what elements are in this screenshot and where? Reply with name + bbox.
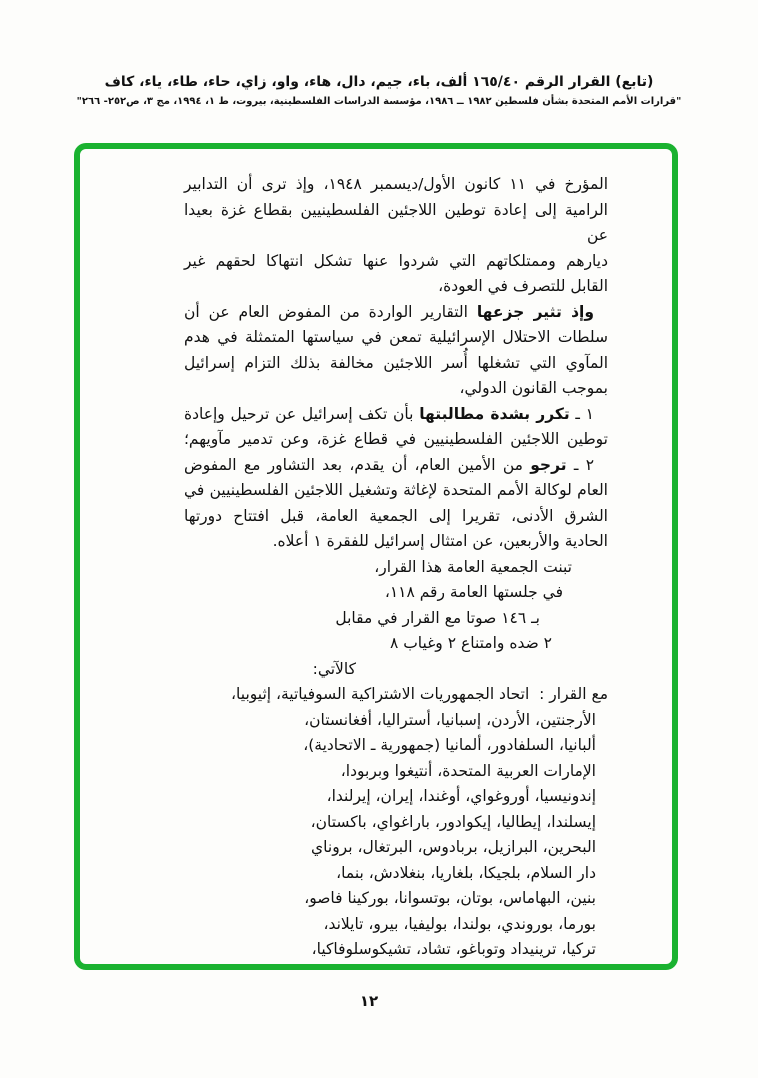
text-segment: توطين اللاجئين الفلسطينيين في قطاع غزة، وعن تدمير مآويهم؛ bbox=[184, 430, 608, 448]
text-line bbox=[184, 606, 540, 632]
text-line bbox=[184, 376, 608, 402]
text-segment: الرامية إلى إعادة توطين اللاجئين الفلسطينيين بقطاع غزة بعيدا عن bbox=[184, 200, 608, 244]
text-line bbox=[184, 478, 608, 504]
source-citation: "قرارات الأمم المتحدة بشأن فلسطين ١٩٨٢ ــ ١٩٨٦، مؤسسة الدراسات الفلسطينية، بيروت، ط ١، ١٩٩٤، مج ٣، ص٢٥٢- ٢٦٦" bbox=[76, 96, 682, 107]
text-line bbox=[184, 759, 596, 785]
text-segment: بورما، بوروندي، بولندا، بوليفيا، بيرو، تايلاند، bbox=[323, 914, 596, 933]
text-line bbox=[184, 427, 608, 453]
text-segment: في جلستها العامة رقم ١١٨، bbox=[384, 583, 563, 601]
document-header bbox=[0, 0, 758, 107]
text-segment: كالآتي: bbox=[312, 659, 356, 678]
text-line bbox=[184, 555, 572, 581]
text-line bbox=[184, 580, 563, 606]
text-segment: الإمارات العربية المتحدة، أنتيغوا وبربودا، bbox=[340, 761, 596, 780]
text-segment: سلطات الاحتلال الإسرائيلية تمعن في سياستها المتمثلة في هدم bbox=[184, 328, 608, 346]
text-line bbox=[184, 351, 608, 377]
text-line bbox=[184, 912, 596, 938]
text-line bbox=[184, 249, 608, 275]
text-line bbox=[184, 453, 594, 479]
text-segment: تبنت الجمعية العامة هذا القرار، bbox=[374, 557, 572, 576]
bold-text-segment: ترجو bbox=[530, 455, 567, 474]
text-segment: ٢ ضده وامتناع ٢ وغياب ٨ bbox=[389, 634, 552, 652]
text-line bbox=[184, 810, 596, 836]
text-segment: تركيا، ترينيداد وتوباغو، تشاد، تشيكوسلوفاكيا، bbox=[311, 940, 596, 958]
text-line bbox=[184, 172, 608, 198]
text-line bbox=[184, 402, 594, 428]
text-line bbox=[184, 631, 552, 657]
text-line bbox=[184, 937, 596, 963]
text-segment: بـ ١٤٦ صوتا مع القرار في مقابل bbox=[335, 608, 540, 627]
text-segment: بأن تكف إسرائيل عن ترحيل وإعادة bbox=[184, 404, 420, 423]
text-segment: بنين، البهاماس، بوتان، بوتسوانا، بوركينا فاصو، bbox=[304, 889, 596, 907]
text-line bbox=[184, 325, 608, 351]
text-line bbox=[184, 657, 356, 683]
text-segment: من الأمين العام، أن يقدم، بعد التشاور مع المفوض bbox=[184, 455, 531, 474]
text-segment: التقارير الواردة من المفوض العام عن أن bbox=[184, 302, 477, 321]
text-segment: مع القرار : اتحاد الجمهوريات الاشتراكية السوفياتية، إثيوبيا، bbox=[231, 685, 608, 703]
text-segment: الحادية والأربعين، عن امتثال إسرائيل للفقرة ١ أعلاه. bbox=[272, 532, 608, 550]
text-line bbox=[184, 784, 596, 810]
text-line bbox=[184, 529, 608, 555]
text-line bbox=[184, 708, 596, 734]
text-segment: البحرين، البرازيل، بربادوس، البرتغال، بروناي bbox=[311, 838, 596, 856]
text-segment: إندونيسيا، أوروغواي، أوغندا، إيران، إيرلندا، bbox=[326, 787, 596, 805]
text-line bbox=[184, 682, 608, 708]
text-line bbox=[184, 886, 596, 912]
text-line bbox=[184, 198, 608, 249]
text-segment: المآوي التي تشغلها أُسر اللاجئين مخالفة بذلك التزام إسرائيل bbox=[184, 353, 608, 372]
resolution-body-text bbox=[184, 172, 608, 963]
text-segment: الشرق الأدنى، تقريرا إلى الجمعية العامة، قبل افتتاح دورتها bbox=[184, 506, 608, 525]
text-segment: القابل للتصرف في العودة، bbox=[438, 277, 608, 295]
text-line bbox=[184, 733, 596, 759]
text-segment: الأرجنتين، الأردن، إسبانيا، أستراليا، أفغانستان، bbox=[304, 710, 596, 729]
text-segment: إيسلندا، إيطاليا، إيكوادور، باراغواي، باكستان، bbox=[310, 812, 596, 831]
text-line bbox=[184, 504, 608, 530]
text-segment: ٢ ـ bbox=[566, 455, 595, 474]
text-segment: دار السلام، بلجيكا، بلغاريا، بنغلادش، بنما، bbox=[336, 863, 596, 882]
text-segment: بموجب القانون الدولي، bbox=[459, 379, 608, 397]
text-segment: المؤرخ في ١١ كانون الأول/ديسمبر ١٩٤٨، وإذ ترى أن التدابير bbox=[184, 175, 609, 193]
text-segment: العام لوكالة الأمم المتحدة لإغاثة وتشغيل اللاجئين الفلسطينيين في bbox=[184, 481, 608, 499]
text-line bbox=[184, 835, 596, 861]
text-segment: ١ ـ bbox=[569, 404, 594, 423]
text-segment: ديارهم وممتلكاتهم التي شردوا عنها تشكل انتهاكا لحقهم غير bbox=[184, 251, 608, 270]
text-line bbox=[184, 861, 596, 887]
text-segment: ألبانيا، السلفادور، ألمانيا (جمهورية ـ الاتحادية)، bbox=[303, 736, 596, 754]
bold-text-segment: وإذ تثير جزعها bbox=[476, 302, 595, 321]
resolution-title: (تابع) القرار الرقم ١٦٥/٤٠ ألف، باء، جيم، دال، هاء، واو، زاي، حاء، طاء، ياء، كاف bbox=[104, 74, 654, 90]
text-line bbox=[184, 274, 608, 300]
text-line bbox=[184, 300, 594, 326]
bold-text-segment: تكرر بشدة مطالبتها bbox=[419, 404, 570, 423]
page-number: ١٢ bbox=[359, 992, 379, 1010]
